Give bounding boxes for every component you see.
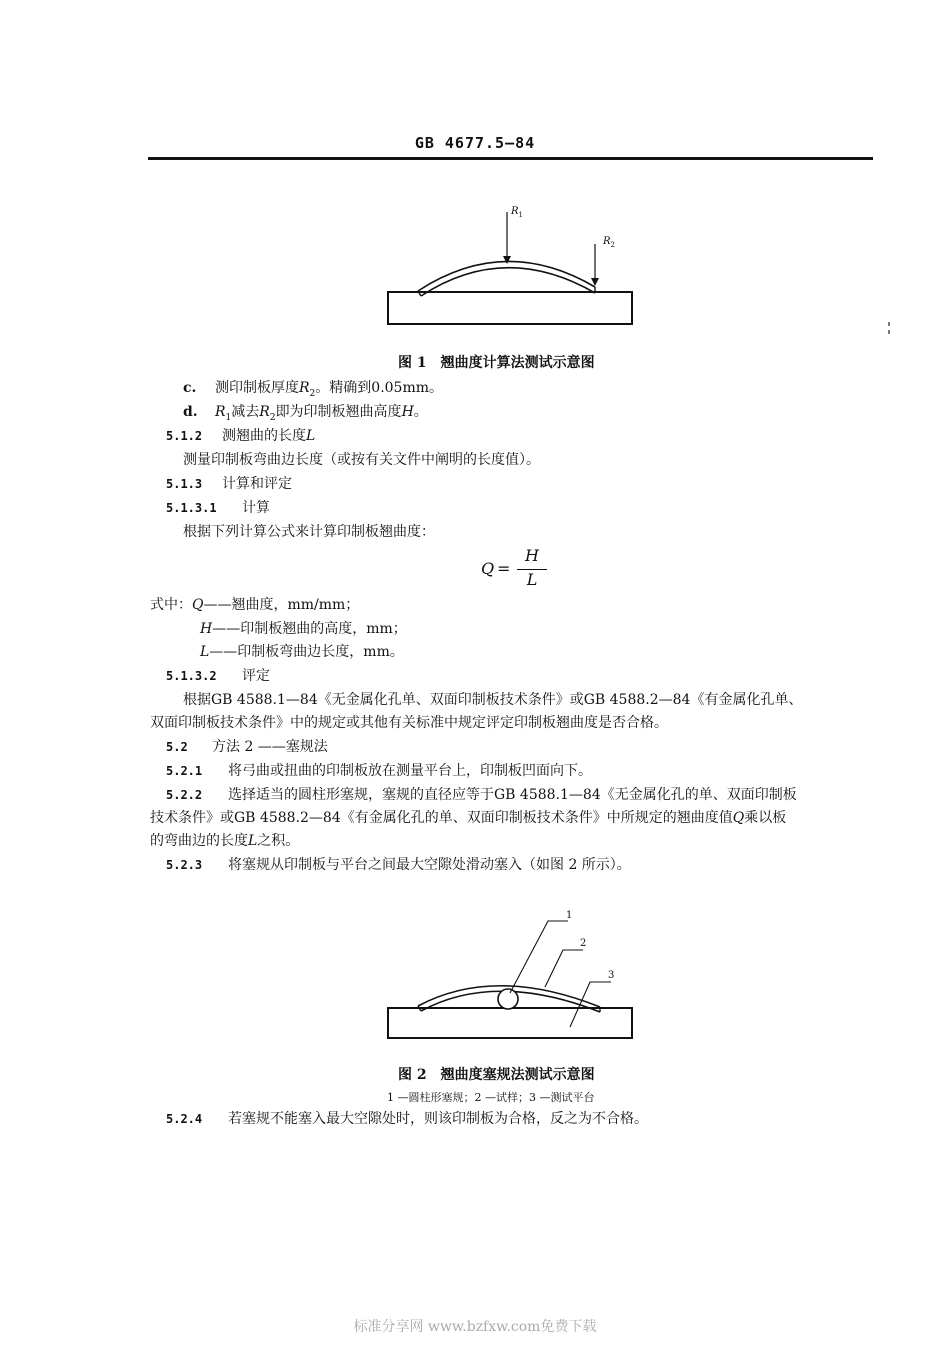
section-5-2-3: 5.2.3 将塞规从印制板与平台之间最大空隙处滑动塞入（如图 2 所示）。 [166,857,631,873]
figure-2-callout-1: 1 [566,910,573,921]
section-5-1-3-2-body-line-2: 双面印制板技术条件》中的规定或其他有关标准中规定评定印制板翘曲度是否合格。 [150,715,668,731]
item-c: c. 测印制板厚度$R_2$。精确到0.05mm。 [183,380,444,399]
section-5-1-3-heading: 5.1.3 计算和评定 [166,476,292,492]
formula-lhs: Q [481,559,495,578]
scan-mark-1 [888,322,890,326]
where-l: L——印制板弯曲边长度，mm。 [200,644,404,660]
figure-1-board-top [418,261,595,291]
section-5-1-2-heading: 5.1.2 测翘曲的长度L [166,428,316,444]
formula-numerator: H [525,546,539,565]
section-5-2-2-line-1: 5.2.2 选择适当的圆柱形塞规，塞规的直径应等于GB 4588.1—84《无金属化孔的单、双面印制板 [166,787,797,803]
section-5-2-2-line-3: 的弯曲边的长度L之积。 [150,833,300,849]
figure-1-label-r2: $R_2$ [603,236,615,249]
figure-1-caption: 图 1 翘曲度计算法测试示意图 [398,355,595,371]
figure-2-plug-gauge [498,989,518,1009]
figure-2-leader-3 [570,982,611,1027]
standard-code-header: GB 4677.5—84 [414,134,536,152]
figure-2-callout-2: 2 [580,938,587,949]
section-5-2-2-line-2: 技术条件》或GB 4588.2—84《有金属化孔的单、双面印制板技术条件》中所规定的翘曲度值Q乘以板 [150,810,787,826]
scan-mark-2 [888,330,890,334]
where-q: 式中：Q——翘曲度，mm/mm； [150,597,360,613]
section-5-2-heading: 5.2 方法 2 ——塞规法 [166,739,328,755]
figure-2-caption: 图 2 翘曲度塞规法测试示意图 [398,1067,595,1083]
figure-2-platform [388,1008,632,1038]
footer-watermark: 标准分享网 www.bzfxw.com免费下载 [353,1319,597,1335]
section-5-2-4: 5.2.4 若塞规不能塞入最大空隙处时，则该印制板为合格，反之为不合格。 [166,1111,648,1127]
section-5-1-3-2-heading: 5.1.3.2 评定 [166,668,270,684]
item-d: d. $R_1$减去$R_2$即为印制板翘曲高度H。 [183,404,428,423]
figure-2-callout-3: 3 [608,970,615,981]
figure-1-label-r1: $R_1$ [511,206,523,219]
formula-denominator: L [526,570,538,589]
figure-1-diagram [385,200,635,330]
header-rule [148,157,873,160]
where-h: H——印制板翘曲的高度，mm； [200,621,407,637]
section-5-2-1: 5.2.1 将弓曲或扭曲的印制板放在测量平台上，印制板凹面向下。 [166,763,592,779]
section-5-1-3-1-body: 根据下列计算公式来计算印制板翘曲度： [183,524,435,540]
section-5-1-3-1-heading: 5.1.3.1 计算 [166,500,270,516]
figure-2-legend: 1 —圆柱形塞规；2 —试样；3 —测试平台 [387,1091,595,1104]
figure-2-leader-2 [545,950,583,987]
formula-equals: = [497,559,511,578]
warpage-formula [481,548,561,590]
section-5-1-3-2-body-line-1: 根据GB 4588.1—84《无金属化孔单、双面印制板技术条件》或GB 4588.2—84《有金属化孔单、 [183,692,803,708]
figure-2-diagram [385,905,635,1040]
section-5-1-2-body: 测量印制板弯曲边长度（或按有关文件中阐明的长度值）。 [183,452,540,468]
figure-1-platform [388,292,632,324]
